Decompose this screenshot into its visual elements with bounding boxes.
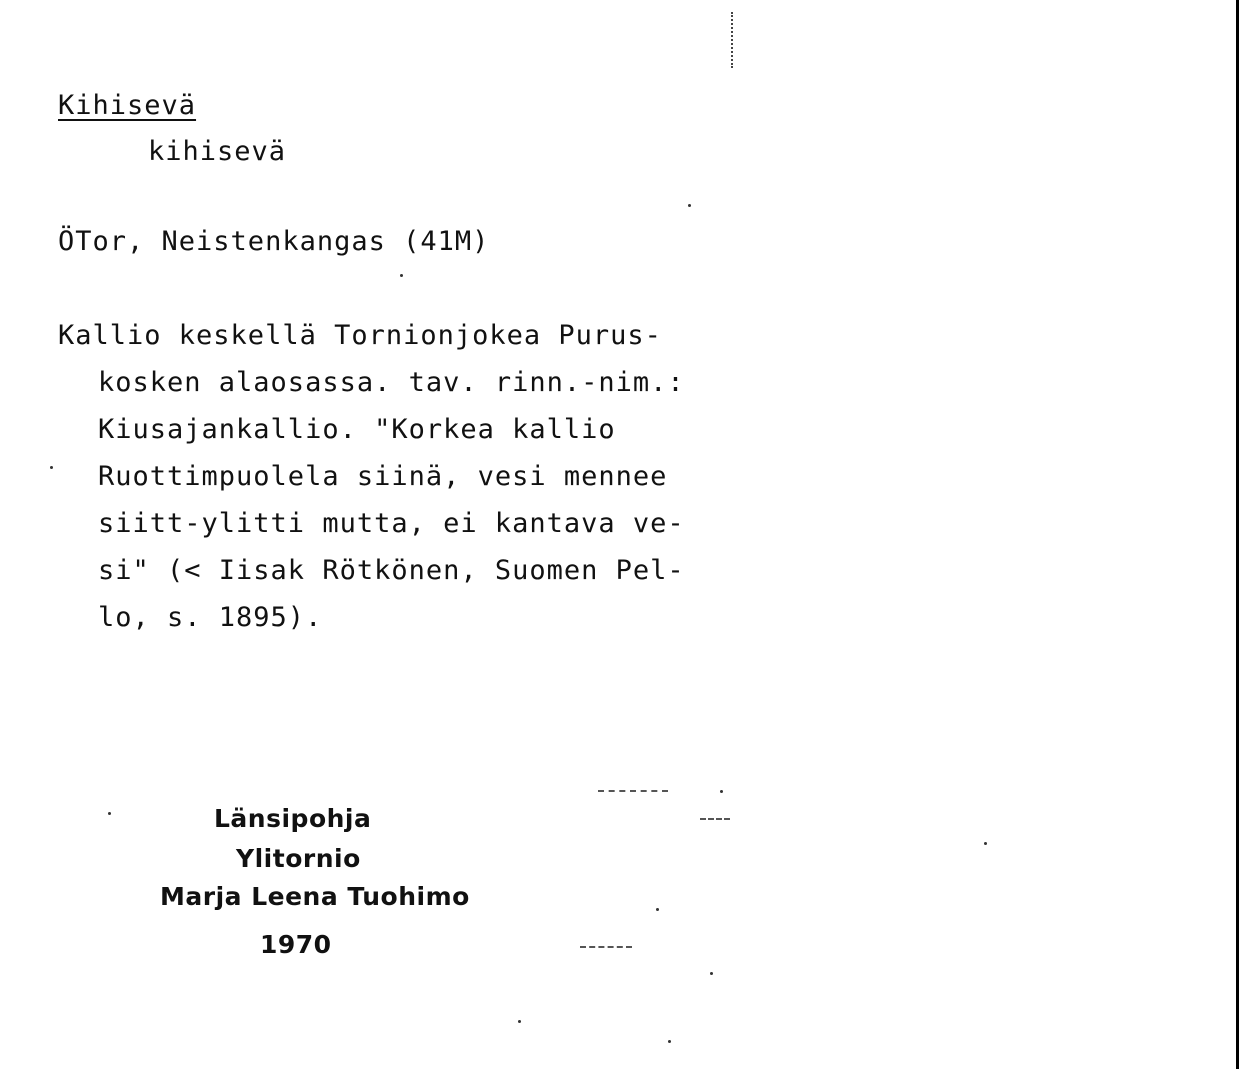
card-edge	[1236, 0, 1239, 1069]
scan-speck	[710, 972, 713, 975]
description-line: si" (< Iisak Rötkönen, Suomen Pel-	[98, 555, 685, 586]
locality: ÖTor, Neistenkangas (41M)	[58, 226, 490, 257]
description-line: siitt-ylitti mutta, ei kantava ve-	[98, 508, 685, 539]
scan-speck	[108, 812, 111, 815]
scan-speck	[656, 908, 659, 911]
fold-mark	[731, 12, 733, 68]
stamp-region: Länsipohja	[214, 804, 372, 833]
scan-speck	[668, 1040, 671, 1043]
scan-speck	[984, 842, 987, 845]
dialect-variant: kihisevä	[148, 136, 287, 167]
scan-dash	[580, 946, 632, 949]
scan-speck	[720, 790, 723, 793]
description-line: lo, s. 1895).	[98, 602, 323, 633]
scan-speck	[400, 274, 403, 277]
scan-dash	[700, 818, 730, 821]
scan-speck	[50, 466, 53, 469]
description	[58, 322, 685, 651]
scan-speck	[688, 204, 691, 207]
headword: Kihisevä	[58, 90, 197, 121]
description-line: Kiusajankallio. "Korkea kallio	[98, 414, 616, 445]
description-line: Ruottimpuolela siinä, vesi mennee	[98, 461, 668, 492]
scan-speck	[518, 1020, 521, 1023]
stamp-collector: Marja Leena Tuohimo	[160, 882, 470, 911]
stamp-parish: Ylitornio	[236, 844, 361, 873]
stamp-year: 1970	[260, 930, 332, 959]
scan-dash	[598, 790, 668, 793]
description-line: kosken alaosassa. tav. rinn.-nim.:	[98, 367, 685, 398]
description-line: Kallio keskellä Tornionjokea Purus-	[58, 320, 662, 351]
